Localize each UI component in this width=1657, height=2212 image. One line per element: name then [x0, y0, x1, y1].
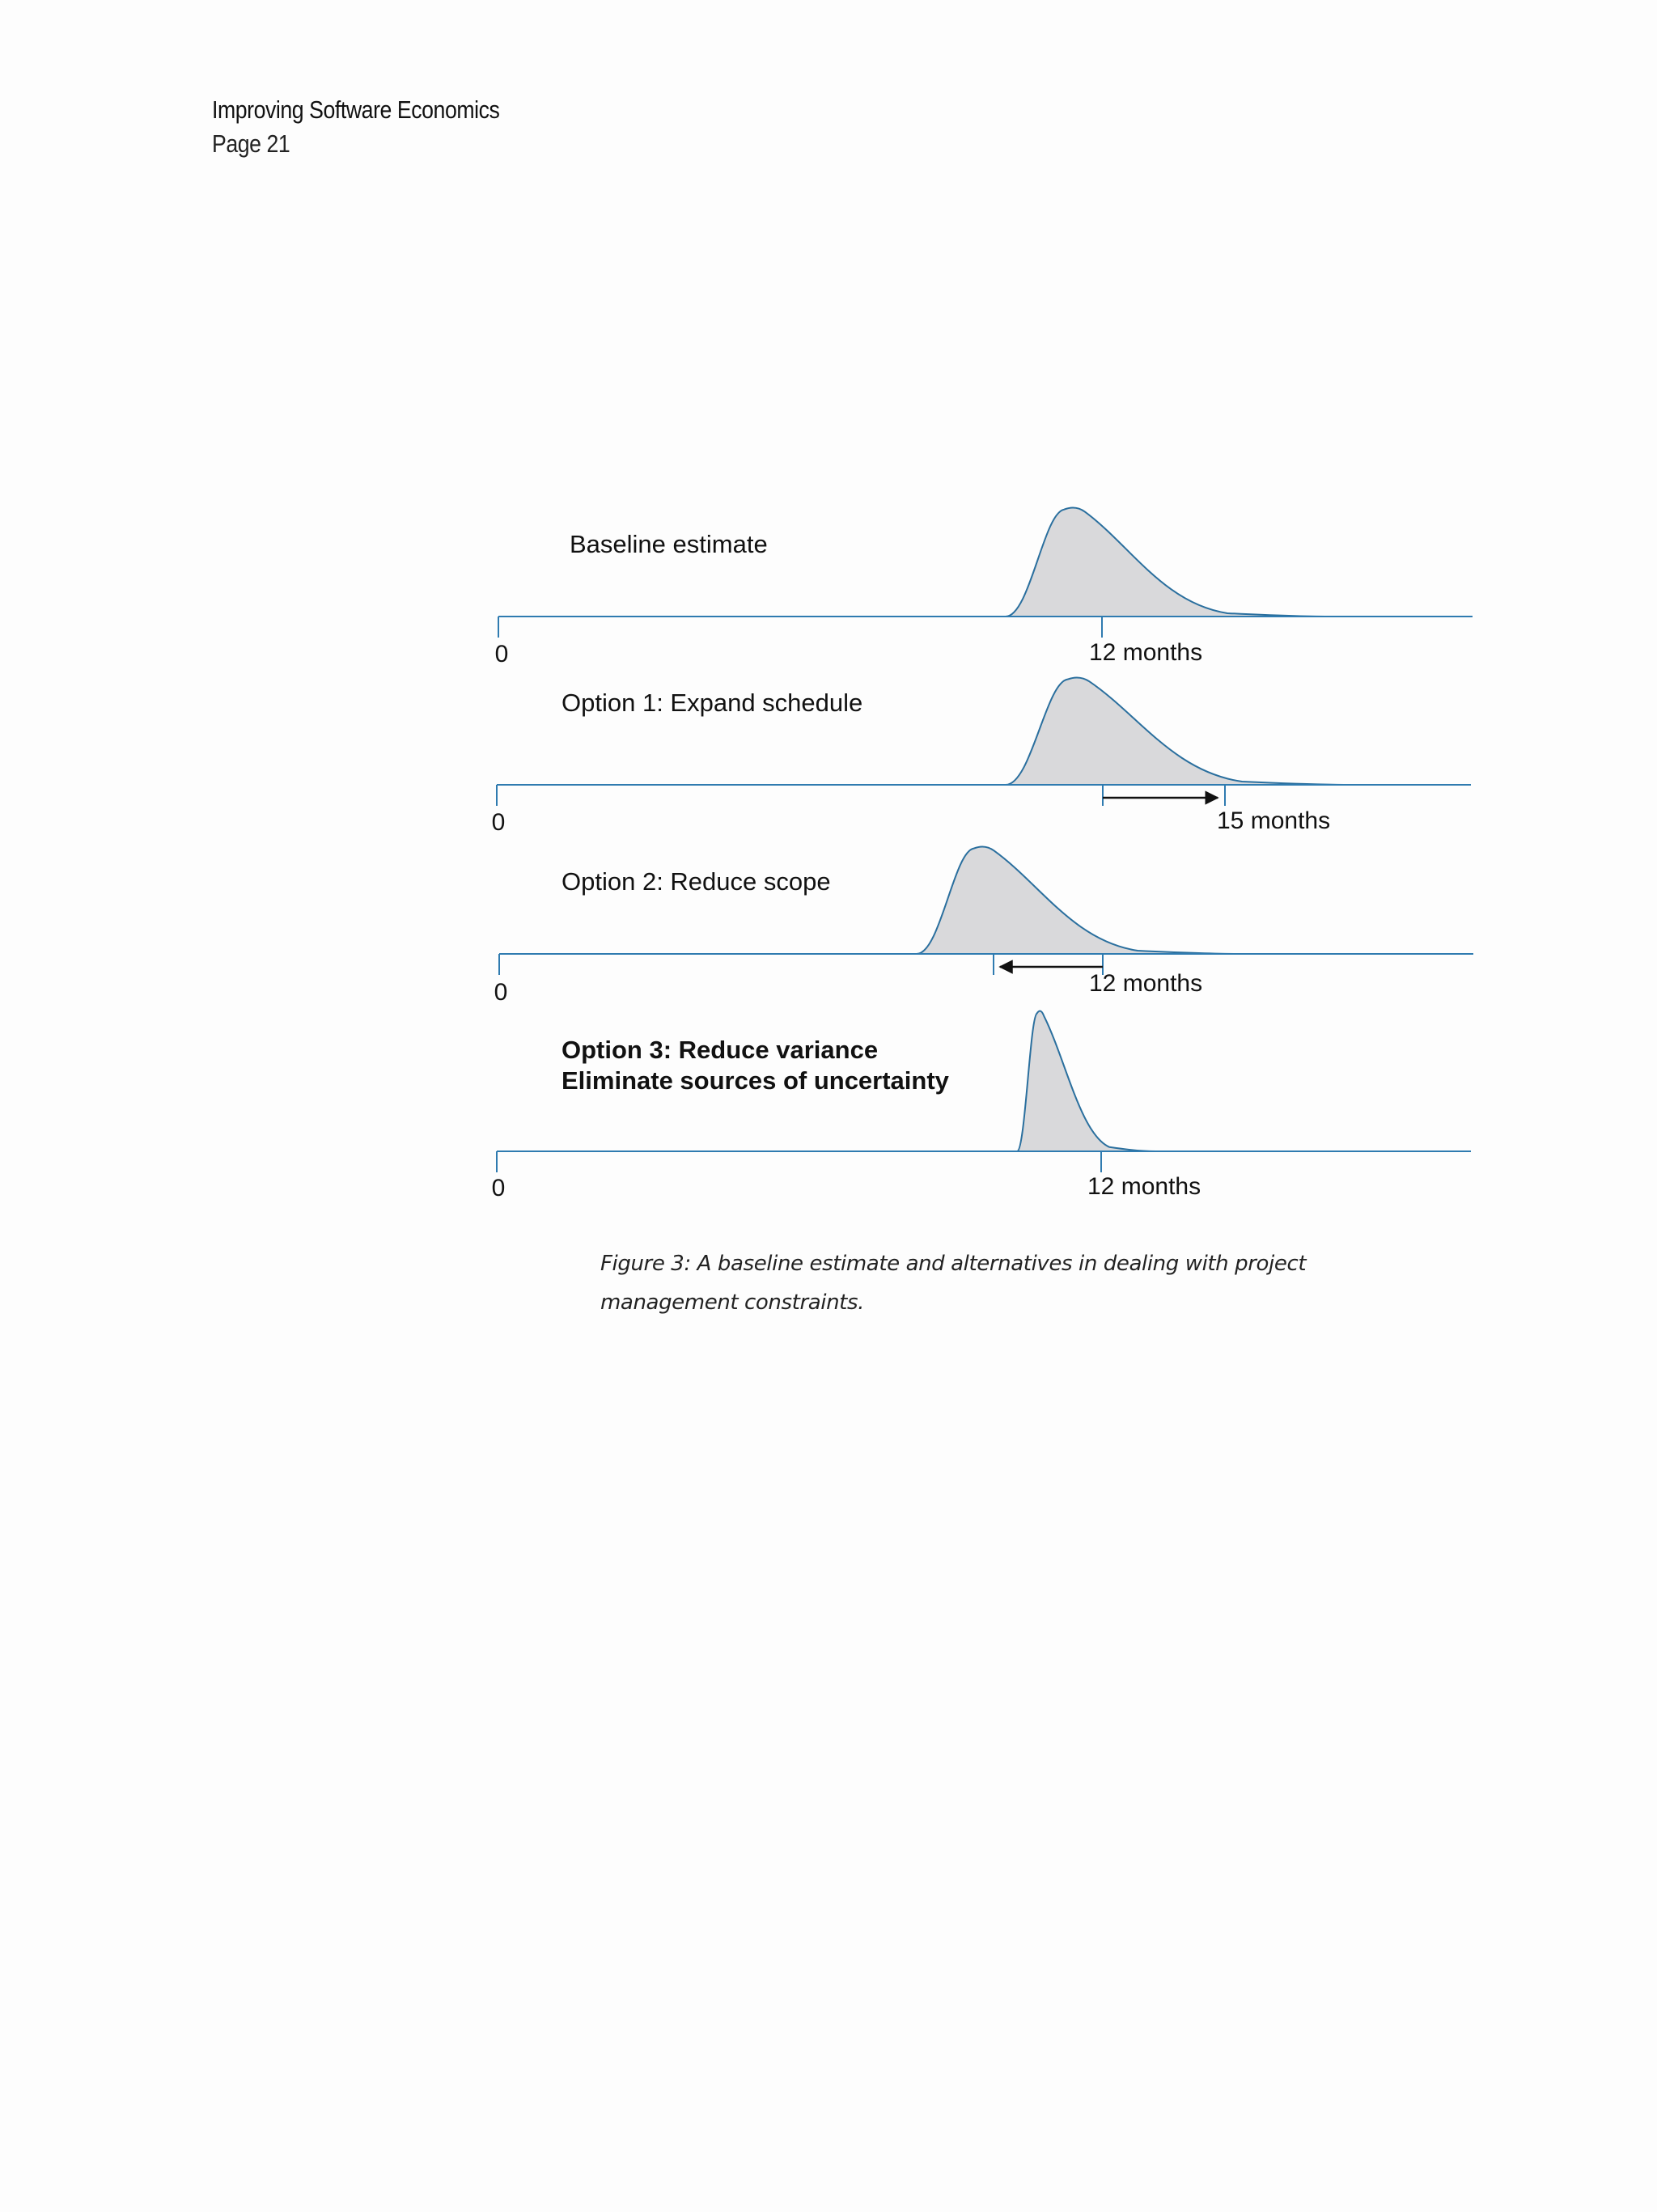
zero-label: 0	[491, 1175, 506, 1201]
figure-caption: Figure 3: A baseline estimate and alternatives in dealing with project management constraints.	[600, 1252, 1307, 1315]
document-title: Improving Software Economics	[212, 95, 500, 124]
panel-label: Baseline estimate	[570, 530, 768, 558]
distribution-curve	[917, 846, 1240, 954]
zero-label: 0	[491, 809, 506, 836]
panel-label: Option 3: Reduce variance Eliminate sources of uncertainty	[562, 1036, 949, 1095]
panel-label: Option 1: Expand schedule	[562, 689, 863, 717]
panel-label: Option 2: Reduce scope	[562, 867, 831, 896]
zero-label: 0	[494, 641, 509, 667]
months-label: 12 months	[1089, 970, 1203, 997]
page-number: Page 21	[212, 129, 290, 158]
distribution-curve	[1017, 1011, 1155, 1151]
zero-label: 0	[494, 979, 508, 1006]
months-label: 12 months	[1089, 639, 1203, 666]
distribution-curve	[1006, 677, 1351, 785]
distribution-curve	[1006, 507, 1329, 617]
months-label: 15 months	[1217, 807, 1331, 834]
months-label: 12 months	[1087, 1173, 1201, 1200]
